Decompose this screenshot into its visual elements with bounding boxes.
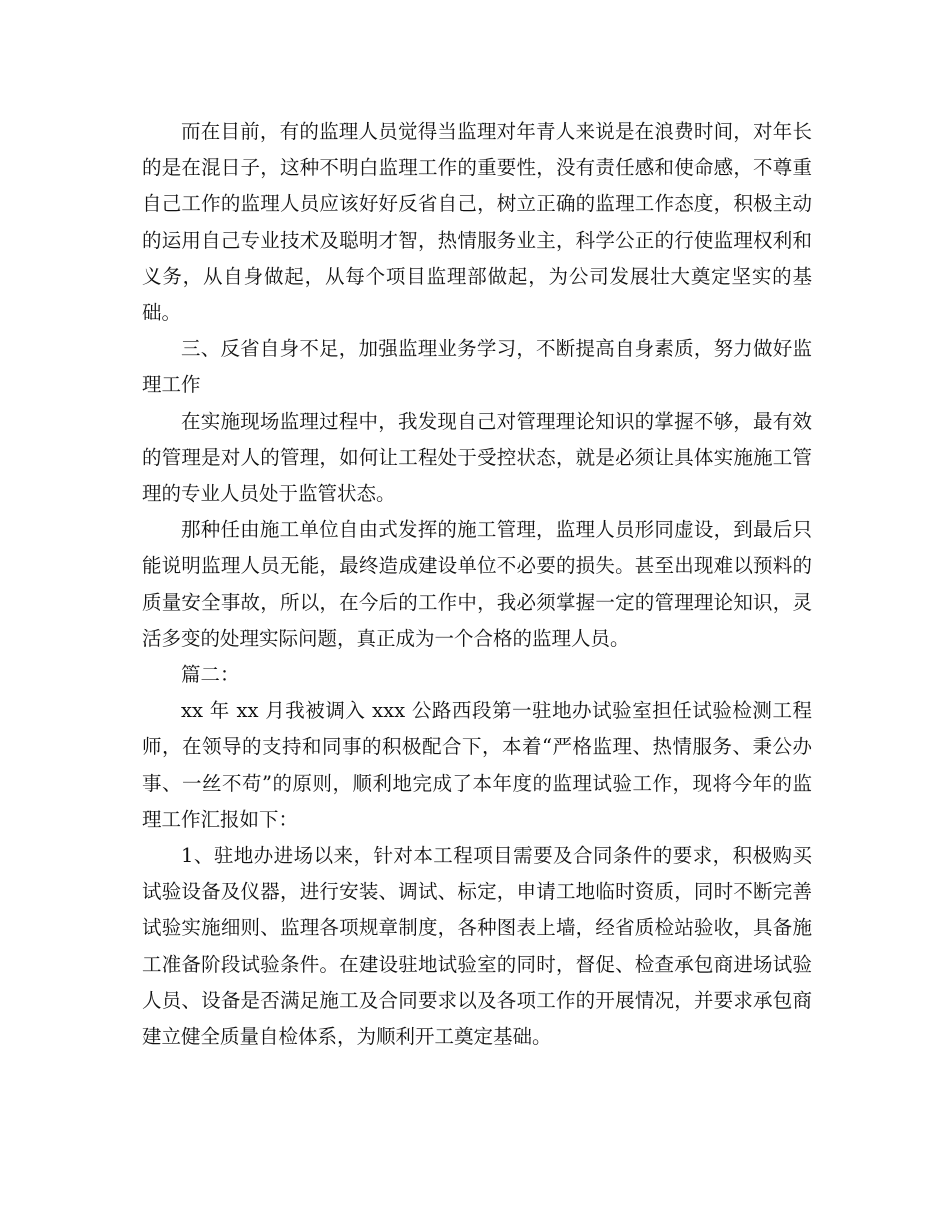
paragraph-intro-part-two: xx 年 xx 月我被调入 xxx 公路西段第一驻地办试验室担任试验检测工程师，在领导的支持和同事的积极配合下，本着“严格监理、热情服务、秉公办事、一丝不苟”的原则，顺利地完成了本年度的监理试验工作，现将今年的监理工作汇报如下： xyxy=(142,699,812,831)
paragraph-attitude: 而在目前，有的监理人员觉得当监理对年青人来说是在浪费时间，对年长的是在混日子，这种不明白监理工作的重要性，没有责任感和使命感，不尊重自己工作的监理人员应该好好反省自己，树立正确的监理工作态度，积极主动的运用自己专业技术及聪明才智，热情服务业主，科学公正的行使监理权利和义务，从自身做起，从每个项目监理部做起，为公司发展壮大奠定坚实的基础。 xyxy=(142,120,812,325)
paragraph-item-one: 1、驻地办进场以来，针对本工程项目需要及合同条件的要求，积极购买试验设备及仪器，进行安装、调试、标定，申请工地临时资质，同时不断完善试验实施细则、监理各项规章制度，各种图表上墙，经省质检站验收，具备施工准备阶段试验条件。在建设驻地试验室的同时，督促、检查承包商进场试验人员、设备是否满足施工及合同要求以及各项工作的开展情况，并要求承包商建立健全质量自检体系，为顺利开工奠定基础。 xyxy=(142,844,812,1049)
section-heading-three: 三、反省自身不足，加强监理业务学习，不断提高自身素质，努力做好监理工作 xyxy=(142,337,812,397)
document-body xyxy=(142,114,812,1055)
part-two-heading: 篇二： xyxy=(181,663,240,687)
paragraph-management: 在实施现场监理过程中，我发现自己对管理理论知识的掌握不够，最有效的管理是对人的管理，如何让工程处于受控状态，就是必须让具体实施施工管理的专业人员处于监管状态。 xyxy=(142,409,812,506)
paragraph-improvement: 那种任由施工单位自由式发挥的施工管理，监理人员形同虚设，到最后只能说明监理人员无能，最终造成建设单位不必要的损失。甚至出现难以预料的质量安全事故，所以，在今后的工作中，我必须掌握一定的管理理论知识，灵活多变的处理实际问题，真正成为一个合格的监理人员。 xyxy=(142,518,812,650)
